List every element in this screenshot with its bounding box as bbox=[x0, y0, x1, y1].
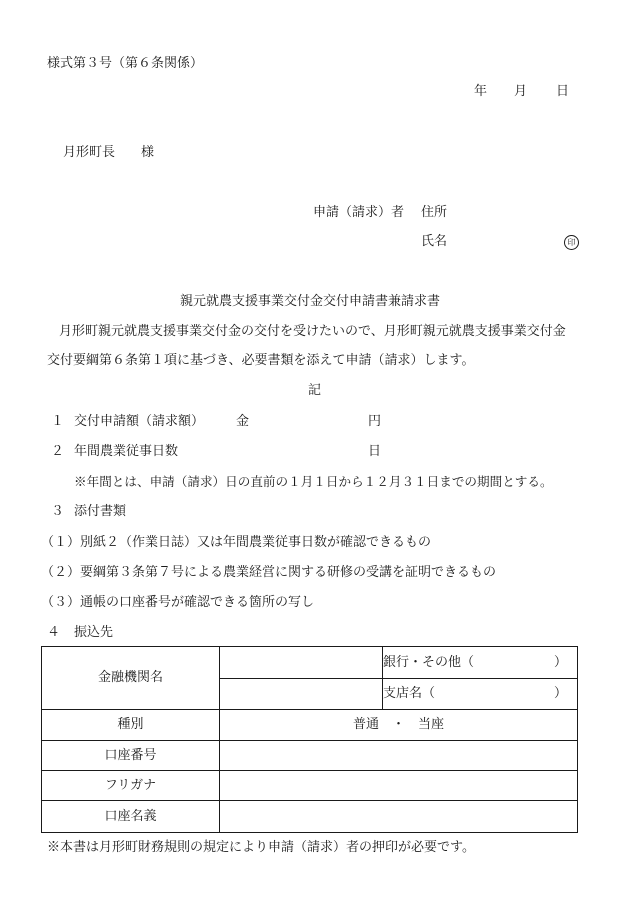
seal-mark bbox=[564, 234, 579, 250]
bank-option-cell[interactable] bbox=[383, 647, 578, 679]
applicant-name-label: 氏名 bbox=[421, 234, 448, 249]
applicant-address-label: 住所 bbox=[421, 205, 448, 220]
ki-heading: 記 bbox=[308, 383, 322, 398]
applicant-label: 申請（請求）者 bbox=[313, 205, 405, 220]
account-type-label-cell: 種別 bbox=[42, 710, 220, 741]
branch-cell[interactable] bbox=[383, 679, 578, 710]
branch-name-field[interactable] bbox=[220, 679, 383, 710]
item-2-note: ※年間とは、申請（請求）日の直前の１月１日から１２月３１日までの期間とする。 bbox=[74, 474, 553, 489]
form-number: 様式第３号（第６条関係） bbox=[47, 56, 204, 71]
date-month-label: 月 bbox=[514, 84, 528, 99]
account-name-label-cell: 口座名義 bbox=[42, 801, 220, 833]
seal-icon: 印 bbox=[564, 235, 579, 250]
bank-transfer-table bbox=[41, 646, 578, 833]
item-1-unit: 円 bbox=[368, 414, 382, 429]
item-3-number: ３ bbox=[51, 504, 65, 519]
account-type-options[interactable]: 普通 ・ 当座 bbox=[220, 710, 578, 741]
item-4-number: ４ bbox=[47, 625, 61, 640]
item-4-label: 振込先 bbox=[74, 625, 114, 640]
item-2-number: ２ bbox=[51, 444, 65, 459]
account-number-field[interactable] bbox=[220, 741, 578, 771]
branch-label: 支店名（ bbox=[383, 686, 436, 701]
bank-option-close-paren: ） bbox=[553, 654, 567, 670]
body-text-line-1: 月形町親元就農支援事業交付金の交付を受けたいので、月形町親元就農支援事業交付金 bbox=[59, 324, 566, 339]
addressee-honorific: 様 bbox=[141, 145, 155, 160]
document-title: 親元就農支援事業交付金交付申請書兼請求書 bbox=[180, 294, 441, 309]
furigana-field[interactable] bbox=[220, 771, 578, 801]
footer-note: ※本書は月形町財務規則の規定により申請（請求）者の押印が必要です。 bbox=[47, 840, 475, 855]
item-2-label: 年間農業従事日数 bbox=[74, 444, 179, 459]
branch-close-paren: ） bbox=[553, 686, 567, 701]
furigana-label-cell: フリガナ bbox=[42, 771, 220, 801]
item-1-label: 交付申請額（請求額） bbox=[74, 414, 205, 429]
bank-option-label: 銀行・その他（ bbox=[383, 654, 475, 670]
attachment-item-1: （１）別紙２（作業日誌）又は年間農業従事日数が確認できるもの bbox=[41, 535, 432, 550]
item-2-unit: 日 bbox=[368, 444, 382, 459]
attachment-item-2: （２）要綱第３条第７号による農業経営に関する研修の受講を証明できるもの bbox=[41, 565, 497, 580]
date-year-label: 年 bbox=[474, 84, 488, 99]
account-number-label-cell: 口座番号 bbox=[42, 741, 220, 771]
institution-label-cell: 金融機関名 bbox=[42, 647, 220, 710]
attachment-item-3: （３）通帳の口座番号が確認できる箇所の写し bbox=[41, 595, 315, 610]
body-text-line-2: 交付要綱第６条第１項に基づき、必要書類を添えて申請（請求）します。 bbox=[47, 353, 475, 368]
addressee-name: 月形町長 bbox=[63, 145, 116, 160]
item-3-label: 添付書類 bbox=[74, 504, 127, 519]
item-1-number: １ bbox=[51, 414, 65, 429]
institution-name-field[interactable] bbox=[220, 647, 383, 679]
date-day-label: 日 bbox=[556, 84, 570, 99]
item-1-prefix: 金 bbox=[236, 414, 250, 429]
account-name-field[interactable] bbox=[220, 801, 578, 833]
